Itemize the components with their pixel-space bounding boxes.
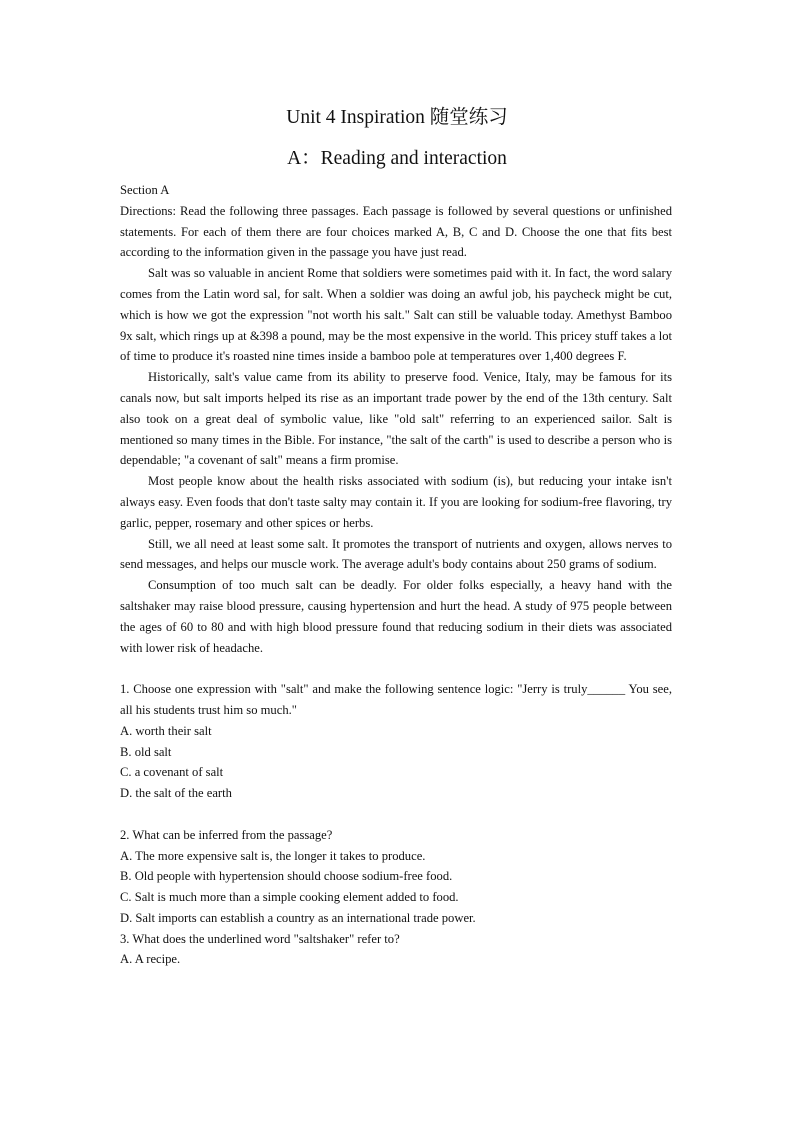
question-1 bbox=[120, 679, 672, 804]
document-title: Unit 4 Inspiration 随堂练习 bbox=[286, 107, 508, 128]
question-stem: 1. Choose one expression with "salt" and make the following sentence logic: "Jerry is truly______ You see, all his students trust him so much." bbox=[120, 682, 672, 717]
passage-paragraph: Consumption of too much salt can be deadly. For older folks especially, a heavy hand with the saltshaker may raise blood pressure, causing hypertension and hurt the head. A study of 975 people between the ages of 60 to 80 and with high blood pressure found that reducing sodium in their diets was associated with lower risk of headache. bbox=[120, 578, 672, 655]
answer-option: A. worth their salt bbox=[120, 723, 212, 738]
directions-text: Directions: Read the following three passages. Each passage is followed by several questions or unfinished statements. For each of them there are four choices marked A, B, C and D. Choose the one that fits best according to the information given in the passage you have just read. bbox=[120, 203, 672, 260]
question-2 bbox=[120, 825, 672, 929]
answer-option: B. old salt bbox=[120, 744, 172, 759]
document-body bbox=[120, 180, 672, 970]
answer-option: C. a covenant of salt bbox=[120, 765, 224, 780]
spacer bbox=[120, 658, 672, 679]
answer-option: A. The more expensive salt is, the longer it takes to produce. bbox=[120, 848, 426, 863]
section-label: Section A bbox=[120, 183, 170, 197]
passage-paragraph: Salt was so valuable in ancient Rome that soldiers were sometimes paid with it. In fact, the word salary comes from the Latin word sal, for salt. When a soldier was doing an awful job, his paycheck might be cut, which is how we got the expression "not worth his salt." Salt can still be valuable today. Amethyst Bamboo 9x salt, which rings up at &398 a pound, may be the most expensive in the world. This pricey stuff takes a lot of time to produce it's roasted nine times inside a bamboo pole at temperatures over 1,400 degrees F. bbox=[120, 266, 672, 364]
answer-option: D. the salt of the earth bbox=[120, 786, 232, 801]
question-3 bbox=[120, 929, 672, 971]
spacer bbox=[120, 804, 672, 825]
answer-option: B. Old people with hypertension should choose sodium-free food. bbox=[120, 869, 453, 884]
question-stem: 2. What can be inferred from the passage? bbox=[120, 827, 333, 842]
answer-option: D. Salt imports can establish a country as an international trade power. bbox=[120, 910, 476, 925]
answer-option: C. Salt is much more than a simple cooking element added to food. bbox=[120, 890, 459, 905]
section-heading: A：Reading and interaction bbox=[287, 148, 507, 169]
passage-paragraph: Most people know about the health risks associated with sodium (is), but reducing your intake isn't always easy. Even foods that don't taste salty may contain it. If you are looking for sodium-free flavoring, try garlic, pepper, rosemary and other spices or herbs. bbox=[120, 474, 672, 530]
passage-paragraph: Still, we all need at least some salt. It promotes the transport of nutrients and oxygen, allows nerves to send messages, and helps our muscle work. The average adult's body contains about 250 grams of sodium. bbox=[120, 536, 672, 572]
passage-paragraph: Historically, salt's value came from its ability to preserve food. Venice, Italy, may be famous for its canals now, but salt imports helped its rise as an important trade power by the end of the 13th century. Salt also took on a great deal of symbolic value, like "old salt" referring to an experienced sailor. Salt is mentioned so many times in the Bible. For instance, "the salt of the carth" is used to describe a person who is dependable; "a covenant of salt" means a firm promise. bbox=[120, 370, 672, 468]
answer-option: A. A recipe. bbox=[120, 952, 181, 967]
question-stem: 3. What does the underlined word "saltshaker" refer to? bbox=[120, 931, 400, 946]
